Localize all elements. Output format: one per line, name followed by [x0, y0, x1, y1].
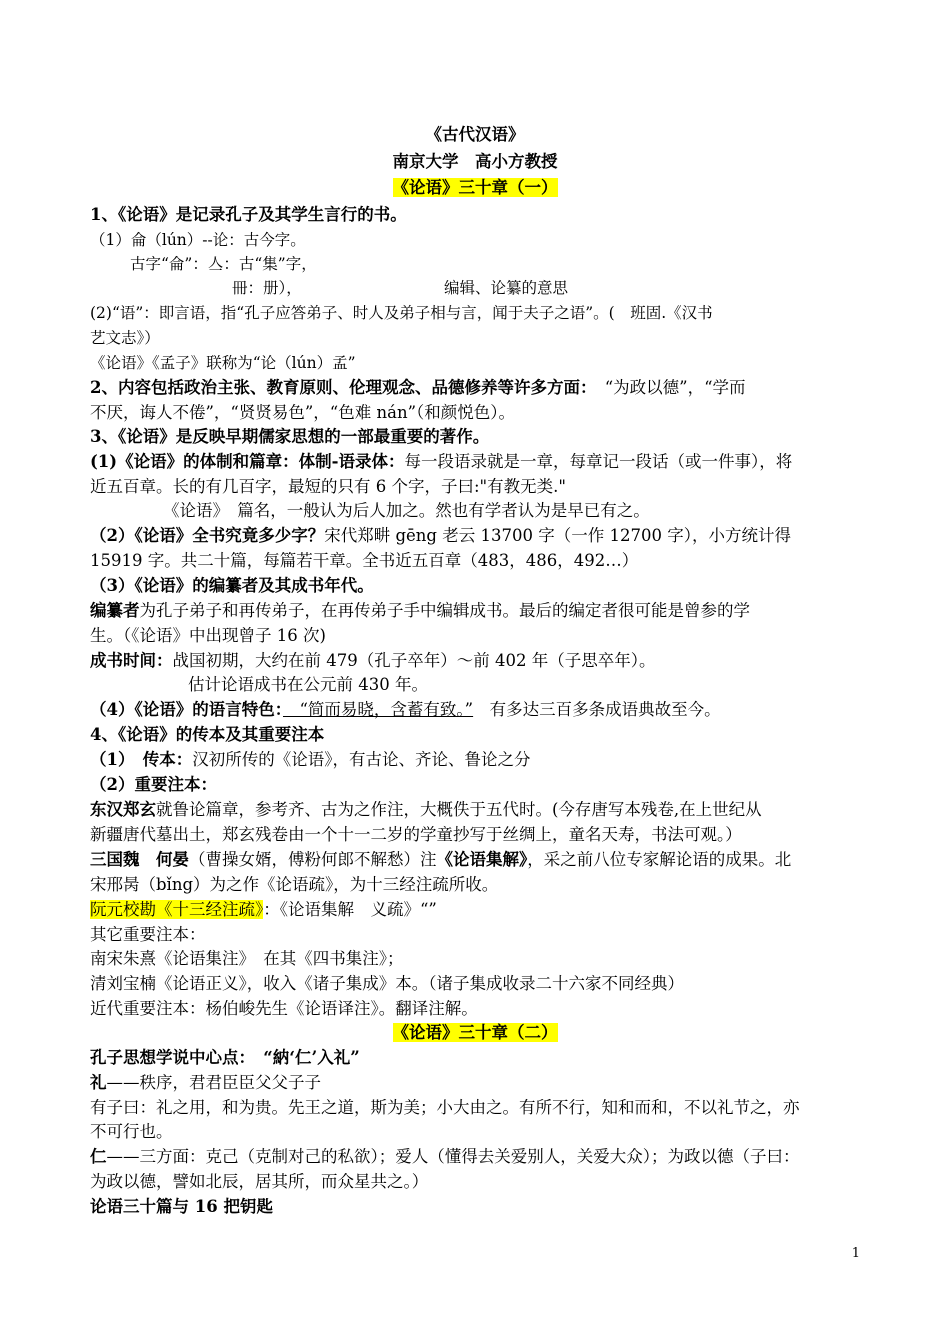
text-line: 生。（《论语》中出现曾子 16 次) — [90, 626, 326, 645]
text-line: 仁——三方面：克己（克制对己的私欲）；爱人（懂得去关爱别人，关爱大众）；为政以德（子曰： — [90, 1147, 800, 1166]
text-line: 为政以德，譬如北辰，居其所，而众星共之。） — [90, 1172, 429, 1191]
text-line: 近代重要注本：杨伯峻先生《论语译注》。翻译注解。 — [90, 999, 478, 1018]
sub-point-2: （2）《论语》全书究竟多少字？宋代郑畊 gēng 老云 13700 字（一作 12700 字），小方统计得 — [90, 526, 791, 545]
text-line: 冊：册）， — [232, 279, 302, 297]
text-line: 不厌，诲人不倦”，“贤贤易色”，“色难 nán”（和颜悦色）。 — [90, 403, 516, 422]
page-number: 1 — [851, 1246, 860, 1261]
text-line: （1）侖（lún）--论：古今字。 — [90, 231, 306, 249]
text-line: （2）重要注本： — [90, 775, 217, 794]
section-heading-2: 《论语》三十章（二） — [392, 1023, 558, 1042]
text-line: 清刘宝楠《论语正义》，收入《诸子集成》本。（诸子集成收录二十六家不同经典） — [90, 974, 684, 993]
text-line: 孔子思想学说中心点： “納‘仁’入礼” — [90, 1048, 360, 1067]
text-line: 近五百章。长的有几百字，最短的只有 6 个字，子曰:"有教无类." — [90, 477, 566, 496]
text-line: 15919 字。共二十篇，每篇若干章。全书近五百章（483，486，492…） — [90, 551, 639, 570]
point-2: 2、内容包括政治主张、教育原则、伦理观念、品德修养等许多方面： “为政以德”，“学而 — [90, 378, 746, 397]
text-line: 论语三十篇与 16 把钥匙 — [90, 1197, 273, 1216]
text-line: 三国魏 何晏（曹操女婿，傅粉何郎不解愁）注《论语集解》，采之前八位专家解论语的成果。北 — [90, 850, 792, 869]
text-line: 估计论语成书在公元前 430 年。 — [188, 675, 428, 694]
text-line: (2)“语”：即言语，指“孔子应答弟子、时人及弟子相与言，闻于夫子之语”。( 班固.《汉书 — [90, 304, 713, 322]
text-line: 古字“侖”：亼：古“集”字， — [130, 255, 317, 273]
sub-point-1: (1)《论语》的体制和篇章：体制-语录体：每一段语录就是一章，每章记一段话（或一件事），将 — [90, 452, 793, 471]
sub-point-3: （3）《论语》的编纂者及其成书年代。 — [90, 576, 374, 595]
section-heading-1: 《论语》三十章（一） — [392, 178, 558, 197]
text-line: 新疆唐代墓出土，郑玄残卷由一个十一二岁的学童抄写于丝绸上，童名天寿，书法可观。） — [90, 825, 742, 844]
text-line: （1） 传本：汉初所传的《论语》，有古论、齐论、鲁论之分 — [90, 750, 531, 769]
text-line: 编纂者为孔子弟子和再传弟子，在再传弟子手中编辑成书。最后的编定者很可能是曾参的学 — [90, 601, 750, 620]
sub-point-4: （4）《论语》的语言特色： “简而易晓，含蓄有致。” 有多达三百多条成语典故至今。 — [90, 700, 721, 719]
point-1-heading: 1、《论语》是记录孔子及其学生言行的书。 — [90, 205, 407, 224]
text-line: 礼——秩序，君君臣臣父父子子 — [90, 1073, 321, 1092]
text-line: 《论语》《孟子》联称为“论（lún）孟” — [90, 354, 356, 372]
text-line: 宋邢昺（bǐng）为之作《论语疏》，为十三经注疏所收。 — [90, 875, 499, 894]
text-line: 《论语》 篇名，一般认为后人加之。然也有学者认为是早已有之。 — [163, 501, 650, 520]
text-line: 阮元校勘《十三经注疏》：《论语集解 义疏》“” — [90, 900, 437, 919]
text-line: 其它重要注本： — [90, 925, 206, 944]
text-line: 艺文志》） — [90, 329, 160, 347]
text-line: 有子曰：礼之用，和为贵。先王之道，斯为美；小大由之。有所不行，知和而和，不以礼节之，亦 — [90, 1098, 800, 1117]
text-line: 南宋朱熹《论语集注》 在其《四书集注》； — [90, 949, 404, 968]
doc-title: 《古代汉语》 — [425, 125, 525, 144]
text-line: 东汉郑玄就鲁论篇章，参考齐、古为之作注，大概佚于五代时。(今存唐写本残卷,在上世纪从 — [90, 800, 762, 819]
doc-author: 南京大学 高小方教授 — [392, 152, 558, 171]
point-4-heading: 4、《论语》的传本及其重要注本 — [90, 725, 325, 744]
point-3-heading: 3、《论语》是反映早期儒家思想的一部最重要的著作。 — [90, 427, 490, 446]
text-line: 成书时间：战国初期，大约在前 479（孔子卒年）～前 402 年（子思卒年）。 — [90, 651, 656, 670]
text-line: 不可行也。 — [90, 1122, 173, 1141]
text-line: 编辑、论纂的意思 — [444, 279, 569, 297]
